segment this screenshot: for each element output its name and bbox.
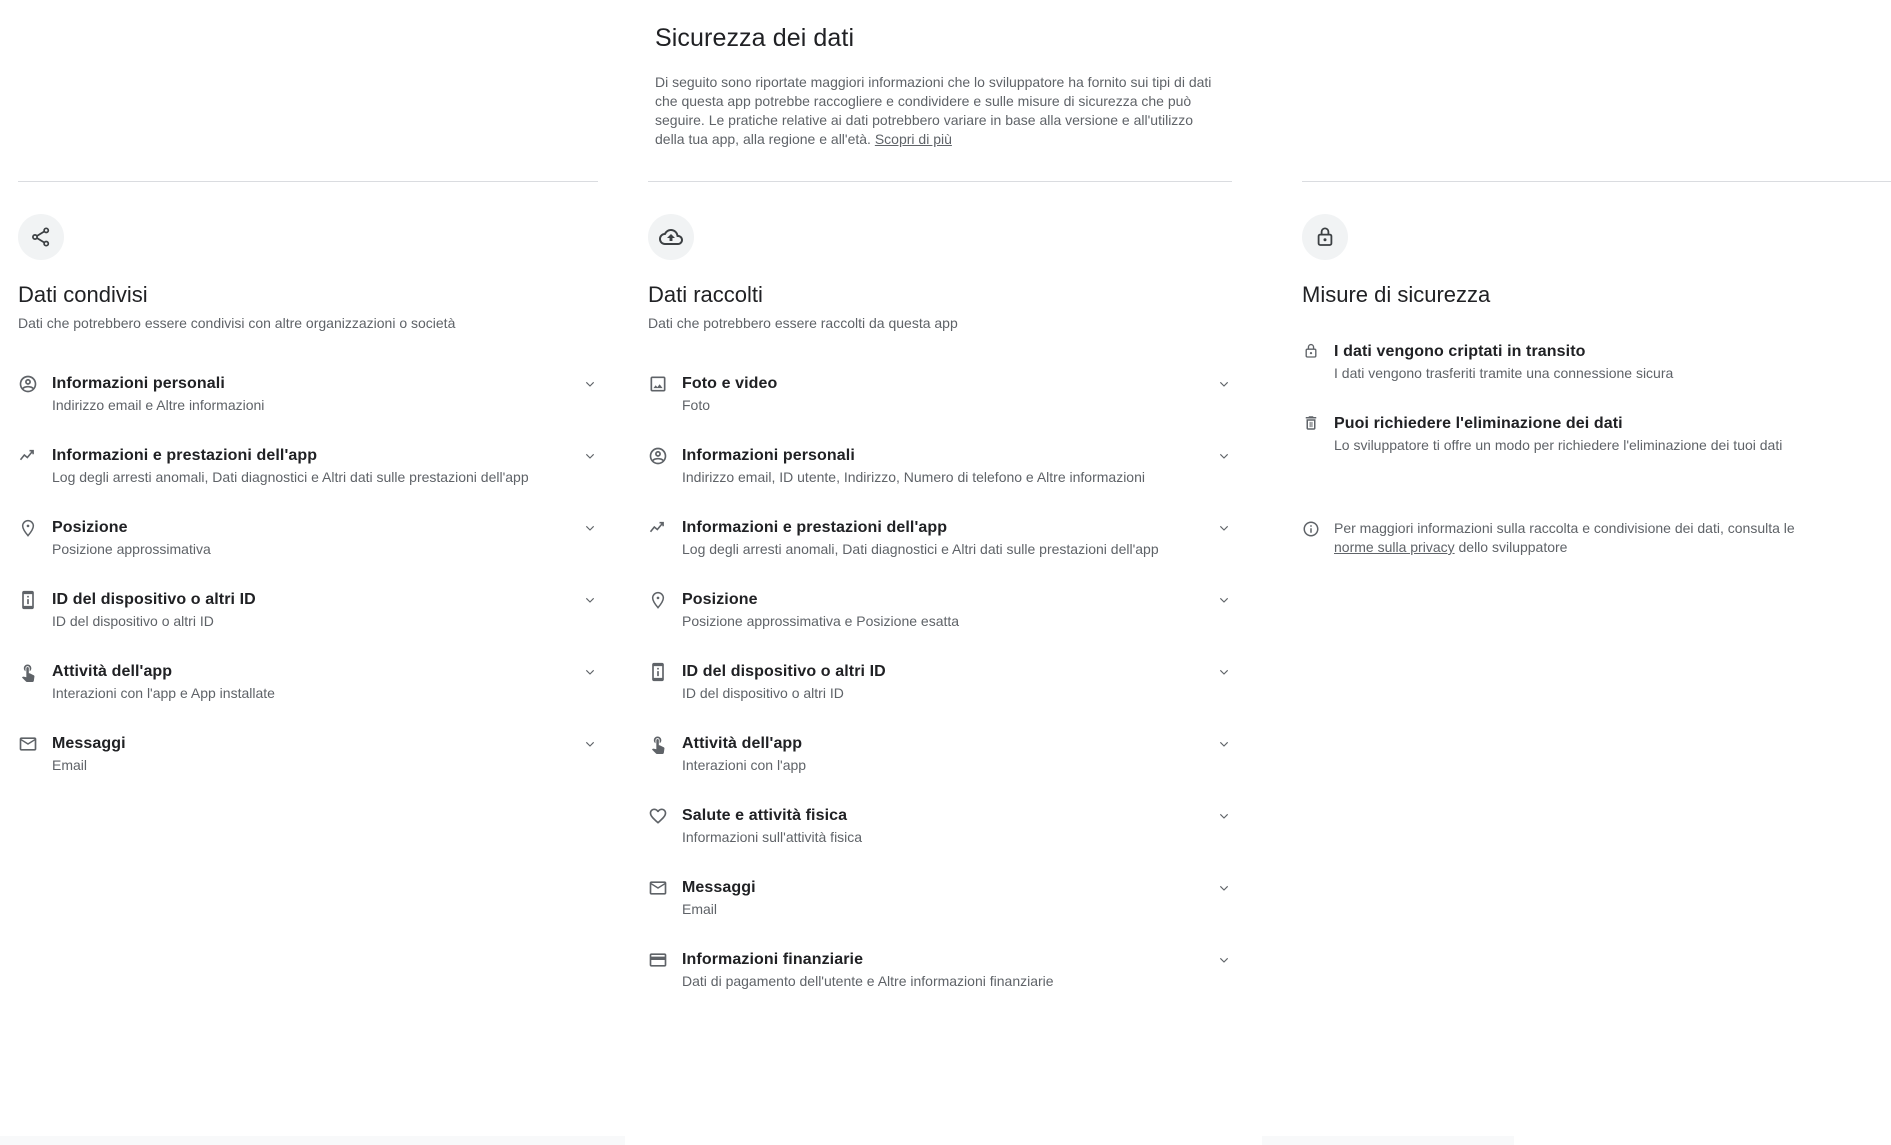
- touch-app-icon: [18, 662, 38, 682]
- chevron-down-icon[interactable]: [582, 664, 598, 680]
- page-description-text: Di seguito sono riportate maggiori informazioni che lo sviluppatore ha fornito sui tipi di dati che questa app potrebbe raccogliere e condividere e sulle misure di sicurezza che può seguire. Le pratiche relative ai dati potrebbero variare in base alla versione e all'utilizzo della tua app, alla regione e all'età.: [655, 74, 1212, 147]
- heart-icon: [648, 806, 668, 826]
- shared-item-posizione[interactable]: [18, 517, 598, 559]
- shared-item-messaggi[interactable]: [18, 733, 598, 775]
- chevron-down-icon[interactable]: [1216, 664, 1232, 680]
- location-pin-icon: [648, 590, 668, 610]
- chevron-down-icon[interactable]: [1216, 952, 1232, 968]
- security-practices-section: [1302, 181, 1891, 557]
- note-text-before: Per maggiori informazioni sulla raccolta e condivisione dei dati, consulta le: [1334, 520, 1795, 536]
- learn-more-link[interactable]: Scopri di più: [874, 131, 952, 147]
- chevron-down-icon[interactable]: [1216, 880, 1232, 896]
- collected-item-messaggi[interactable]: [648, 877, 1232, 919]
- shared-item-attivita-app[interactable]: [18, 661, 598, 703]
- chevron-down-icon[interactable]: [1216, 520, 1232, 536]
- item-subtitle: Posizione approssimativa: [52, 541, 211, 557]
- item-title: Puoi richiedere l'eliminazione dei dati: [1334, 415, 1623, 432]
- insights-icon: [648, 518, 668, 538]
- share-icon: [29, 225, 53, 249]
- collected-item-id-dispositivo[interactable]: [648, 661, 1232, 703]
- shared-item-informazioni-personali[interactable]: [18, 373, 598, 415]
- item-subtitle: Informazioni sull'attività fisica: [682, 829, 863, 845]
- item-subtitle: ID del dispositivo o altri ID: [682, 685, 844, 701]
- chevron-down-icon[interactable]: [582, 592, 598, 608]
- chevron-down-icon[interactable]: [1216, 376, 1232, 392]
- person-circle-icon: [18, 374, 38, 394]
- privacy-policy-link[interactable]: norme sulla privacy: [1334, 539, 1455, 555]
- collected-item-salute-attivita-fisica[interactable]: [648, 805, 1232, 847]
- cloud-upload-icon: [659, 225, 683, 249]
- privacy-policy-note: [1302, 519, 1807, 557]
- item-subtitle: Log degli arresti anomali, Dati diagnostici e Altri dati sulle prestazioni dell'app: [52, 469, 529, 485]
- item-title: ID del dispositivo o altri ID: [52, 591, 256, 608]
- item-subtitle: Foto: [682, 397, 711, 413]
- shared-item-prestazioni-app[interactable]: [18, 445, 598, 487]
- shared-data-section: [18, 181, 598, 805]
- location-pin-icon: [18, 518, 38, 538]
- device-id-icon: [648, 662, 668, 682]
- device-id-icon: [18, 590, 38, 610]
- item-title: ID del dispositivo o altri ID: [682, 663, 886, 680]
- security-item-eliminazione-dati: [1302, 413, 1891, 455]
- chevron-down-icon[interactable]: [1216, 592, 1232, 608]
- cloud-upload-icon-circle: [648, 214, 694, 260]
- item-title: Salute e attività fisica: [682, 807, 848, 824]
- item-subtitle: Indirizzo email, ID utente, Indirizzo, Numero di telefono e Altre informazioni: [682, 469, 1145, 485]
- trash-icon: [1302, 414, 1320, 432]
- collected-item-informazioni-personali[interactable]: [648, 445, 1232, 487]
- collected-item-prestazioni-app[interactable]: [648, 517, 1232, 559]
- item-subtitle: Email: [682, 901, 718, 917]
- item-subtitle: Log degli arresti anomali, Dati diagnostici e Altri dati sulle prestazioni dell'app: [682, 541, 1159, 557]
- item-title: Attività dell'app: [682, 735, 803, 752]
- item-title: Posizione: [52, 519, 128, 536]
- chevron-down-icon[interactable]: [582, 448, 598, 464]
- person-circle-icon: [648, 446, 668, 466]
- item-title: Messaggi: [52, 735, 126, 752]
- collected-item-informazioni-finanziarie[interactable]: [648, 949, 1232, 991]
- item-title: Attività dell'app: [52, 663, 173, 680]
- chevron-down-icon[interactable]: [582, 736, 598, 752]
- security-item-criptati-in-transito: [1302, 341, 1891, 383]
- shared-item-id-dispositivo[interactable]: [18, 589, 598, 631]
- item-subtitle: Posizione approssimativa e Posizione esatta: [682, 613, 960, 629]
- item-title: Posizione: [682, 591, 758, 608]
- credit-card-icon: [648, 950, 668, 970]
- collected-data-section: [648, 181, 1232, 1021]
- collected-item-posizione[interactable]: [648, 589, 1232, 631]
- share-icon-circle: [18, 214, 64, 260]
- mail-icon: [648, 878, 668, 898]
- item-title: Informazioni finanziarie: [682, 951, 864, 968]
- collected-data-title: Dati raccolti: [648, 282, 763, 307]
- note-text-after: dello sviluppatore: [1454, 539, 1568, 555]
- info-icon: [1302, 520, 1320, 538]
- mail-icon: [18, 734, 38, 754]
- photo-icon: [648, 374, 668, 394]
- item-title: Informazioni personali: [52, 375, 225, 392]
- chevron-down-icon[interactable]: [1216, 808, 1232, 824]
- chevron-down-icon[interactable]: [582, 376, 598, 392]
- item-subtitle: Interazioni con l'app: [682, 757, 807, 773]
- lock-icon: [1313, 225, 1337, 249]
- item-subtitle: I dati vengono trasferiti tramite una connessione sicura: [1334, 365, 1674, 381]
- collected-data-subtitle: Dati che potrebbero essere raccolti da questa app: [648, 315, 958, 331]
- page-title: Sicurezza dei dati: [655, 24, 855, 52]
- item-title: Foto e video: [682, 375, 778, 392]
- shared-data-title: Dati condivisi: [18, 282, 148, 307]
- chevron-down-icon[interactable]: [582, 520, 598, 536]
- data-safety-header: [655, 24, 1223, 149]
- lock-icon-circle: [1302, 214, 1348, 260]
- chevron-down-icon[interactable]: [1216, 448, 1232, 464]
- page-description: [655, 73, 1223, 149]
- insights-icon: [18, 446, 38, 466]
- item-subtitle: Email: [52, 757, 88, 773]
- item-subtitle: Interazioni con l'app e App installate: [52, 685, 275, 701]
- collected-item-foto-e-video[interactable]: [648, 373, 1232, 415]
- bottom-edge-element: [0, 1136, 625, 1145]
- item-subtitle: Dati di pagamento dell'utente e Altre informazioni finanziarie: [682, 973, 1054, 989]
- shared-data-subtitle: Dati che potrebbero essere condivisi con altre organizzazioni o società: [18, 315, 456, 331]
- item-title: Messaggi: [682, 879, 756, 896]
- item-subtitle: Indirizzo email e Altre informazioni: [52, 397, 265, 413]
- lock-icon: [1302, 342, 1320, 360]
- item-subtitle: ID del dispositivo o altri ID: [52, 613, 214, 629]
- collected-item-attivita-app[interactable]: [648, 733, 1232, 775]
- item-subtitle: Lo sviluppatore ti offre un modo per richiedere l'eliminazione dei tuoi dati: [1334, 437, 1783, 453]
- item-title: Informazioni e prestazioni dell'app: [682, 519, 948, 536]
- bottom-edge-element: [1262, 1136, 1514, 1145]
- security-practices-title: Misure di sicurezza: [1302, 282, 1491, 307]
- item-title: Informazioni e prestazioni dell'app: [52, 447, 318, 464]
- item-title: I dati vengono criptati in transito: [1334, 343, 1586, 360]
- item-title: Informazioni personali: [682, 447, 855, 464]
- touch-app-icon: [648, 734, 668, 754]
- chevron-down-icon[interactable]: [1216, 736, 1232, 752]
